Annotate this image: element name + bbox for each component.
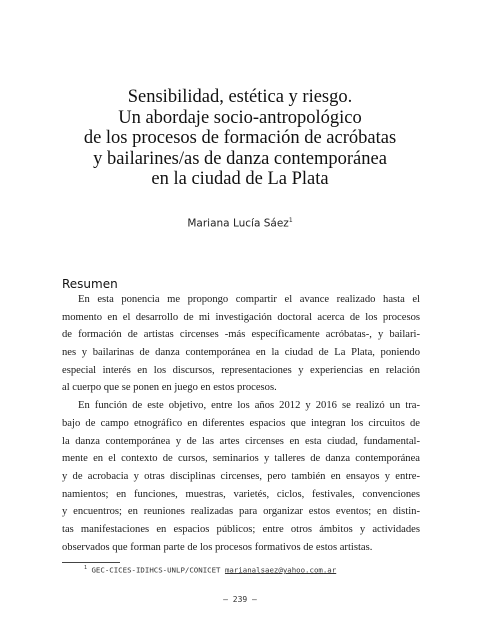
abstract-heading: Resumen [62,277,118,291]
abstract-line: nes y bailarinas de danza contemporánea en la ciudad de La Plata, poniendo [62,347,420,359]
title-line: Sensibilidad, estética y riesgo. [127,87,353,107]
footnote-email-link[interactable]: marianalsaez@yahoo.com.ar [224,565,337,575]
abstract-line: En esta ponencia me propongo compartir el avance realizado hasta el [78,294,420,305]
title-line: de los procesos de formación de acróbatas [83,128,397,149]
footnote [84,565,336,574]
footnote-divider [62,562,120,563]
abstract-line: tas manifestaciones en espacios públicos; entre otros ámbitos y actividades [62,523,420,535]
abstract-line: bajo de campo etnográfico en diferentes espacios que integran los circuitos de [62,417,420,429]
abstract-line: especial interés en los discursos, representaciones y experiencias en relación [62,364,420,376]
title-line: en la ciudad de La Plata [151,169,329,190]
abstract-line: observados que forman parte de los procesos formativos de estos artistas. [62,541,373,553]
footnote-affiliation: GEC-CICES-IDIHCS-UNLP/CONICET [91,565,221,575]
title-line: Un abordaje socio-antropológico [118,107,362,128]
paper-title [40,87,440,190]
title-line: y bailarines/as de danza contemporánea [93,148,387,169]
abstract-line: al cuerpo que se ponen en juego en estos procesos. [62,382,277,394]
abstract-line: momento en el desarrollo de mi investigación doctoral acerca de los procesos [62,311,420,323]
abstract-line: y encuentros; en reuniones realizadas para organizar estos eventos; en distin- [62,506,420,518]
abstract-line: mente en el contexto de cursos, seminarios y talleres de danza contemporánea [62,453,420,465]
abstract-line: namientos; en funciones, muestras, varietés, ciclos, festivales, convenciones [62,488,420,500]
abstract-body [62,291,420,556]
abstract-line: de formación de artistas circenses -más específicamente acróbatas-, y bailari- [62,329,420,341]
author-footnote-mark[interactable]: 1 [288,217,293,224]
page-number: – 239 – [223,595,257,604]
author-name: Mariana Lucía Sáez [187,217,289,230]
abstract-line: la danza contemporánea y de las artes circenses en esta ciudad, fundamental- [62,435,420,447]
abstract-line: En función de este objetivo, entre los años 2012 y 2016 se realizó un tra- [78,400,420,412]
author-line [0,217,480,230]
abstract-line: y de acrobacia y otras disciplinas circenses, pero también en ensayos y entre- [62,470,420,482]
footnote-mark: 1 [84,565,88,571]
